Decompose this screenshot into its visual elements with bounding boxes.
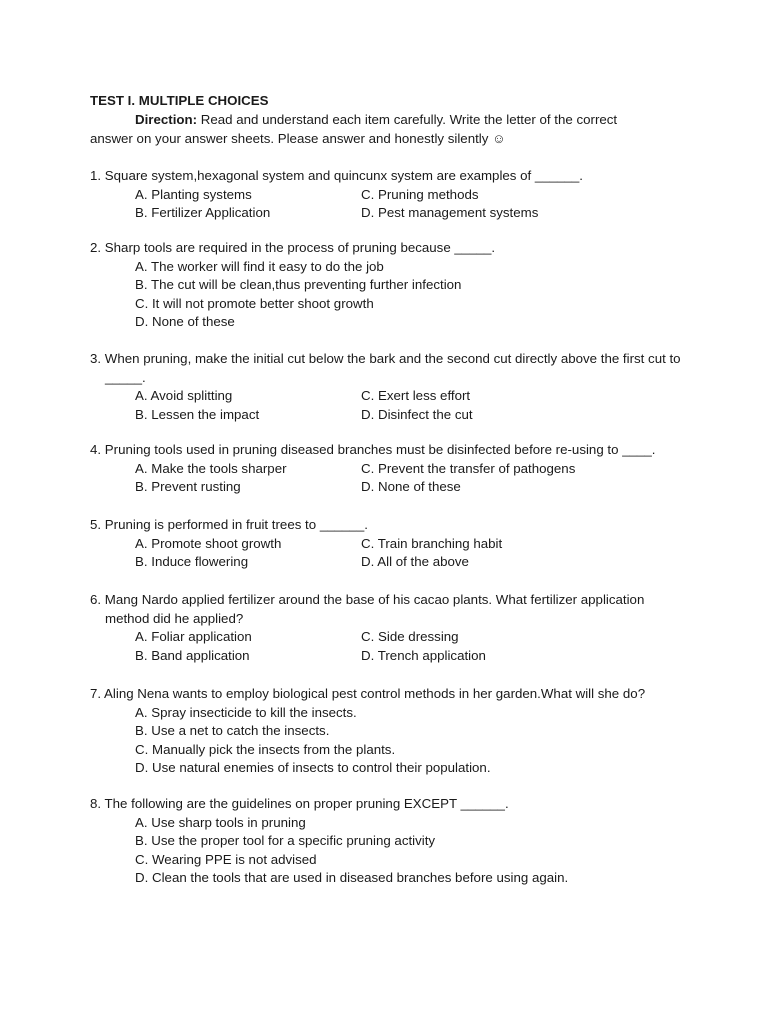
option-row (90, 553, 690, 572)
question-3 (90, 350, 690, 424)
option-a: A. Foliar application (135, 629, 252, 645)
option-d: D. Trench application (361, 647, 486, 663)
option-b: B. The cut will be clean,thus preventing further infection (135, 277, 462, 293)
question-stem: 5. Pruning is performed in fruit trees to ______. (90, 517, 368, 532)
question-stem: 7. Aling Nena wants to employ biological pest control methods in her garden.What will she do? (90, 686, 646, 701)
option-b: B. Use a net to catch the insects. (135, 723, 330, 739)
question-6 (90, 591, 690, 665)
option-c: C. Pruning methods (361, 186, 479, 202)
option-c: C. It will not promote better shoot growth (135, 295, 374, 311)
option-c: C. Train branching habit (361, 535, 503, 551)
option-a: A. The worker will find it easy to do the job (135, 258, 384, 274)
question-stem: 1. Square system,hexagonal system and quincunx system are examples of ______. (90, 168, 583, 183)
question-4 (90, 441, 690, 497)
option-row (90, 460, 690, 479)
option-row (90, 204, 690, 223)
option-b: B. Fertilizer Application (135, 205, 271, 221)
option-d: D. Pest management systems (361, 205, 539, 221)
question-stem: 6. Mang Nardo applied fertilizer around the base of his cacao plants. What fertilizer application method did he applied? (90, 592, 645, 626)
option-c: C. Manually pick the insects from the plants. (135, 741, 396, 757)
question-stem: 3. When pruning, make the initial cut below the bark and the second cut directly above the first cut to _____. (90, 351, 681, 385)
option-b: B. Band application (135, 647, 250, 663)
direction-label: Direction: (135, 112, 198, 127)
option-row (90, 186, 690, 205)
option-a: A. Planting systems (135, 186, 252, 202)
option-b: B. Use the proper tool for a specific pruning activity (135, 833, 436, 849)
option-row (90, 647, 690, 666)
option-row (90, 387, 690, 406)
option-b: B. Prevent rusting (135, 479, 241, 495)
option-d: D. All of the above (361, 554, 469, 570)
question-2 (90, 239, 690, 332)
option-row (90, 535, 690, 554)
option-c: C. Wearing PPE is not advised (135, 851, 317, 867)
option-d: D. Use natural enemies of insects to control their population. (135, 760, 491, 776)
option-d: D. Disinfect the cut (361, 406, 473, 422)
question-stem: 2. Sharp tools are required in the process of pruning because _____. (90, 240, 496, 255)
question-7 (90, 685, 690, 778)
option-row (90, 628, 690, 647)
option-a: A. Make the tools sharper (135, 460, 287, 476)
question-1 (90, 167, 690, 223)
option-a: A. Use sharp tools in pruning (135, 814, 306, 830)
option-c: C. Prevent the transfer of pathogens (361, 460, 576, 476)
question-stem: 4. Pruning tools used in pruning diseased branches must be disinfected before re-using to ____. (90, 442, 656, 457)
direction-text: Read and understand each item carefully. Write the letter of the correct answer on your answer sheets. Please answer and honestly silently ☺ (90, 112, 618, 146)
option-c: C. Exert less effort (361, 388, 471, 404)
option-row (90, 478, 690, 497)
option-a: A. Promote shoot growth (135, 535, 282, 551)
option-b: B. Lessen the impact (135, 406, 260, 422)
option-b: B. Induce flowering (135, 554, 249, 570)
option-d: D. None of these (135, 314, 235, 330)
question-stem: 8. The following are the guidelines on proper pruning EXCEPT ______. (90, 796, 509, 811)
option-row (90, 406, 690, 425)
question-8 (90, 795, 690, 888)
test-title: TEST I. MULTIPLE CHOICES (90, 93, 269, 108)
direction-paragraph (90, 111, 650, 148)
option-a: A. Spray insecticide to kill the insects. (135, 704, 357, 720)
option-d: D. Clean the tools that are used in diseased branches before using again. (135, 870, 569, 886)
option-c: C. Side dressing (361, 629, 459, 645)
option-a: A. Avoid splitting (135, 388, 233, 404)
option-d: D. None of these (361, 479, 461, 495)
question-5 (90, 516, 690, 572)
